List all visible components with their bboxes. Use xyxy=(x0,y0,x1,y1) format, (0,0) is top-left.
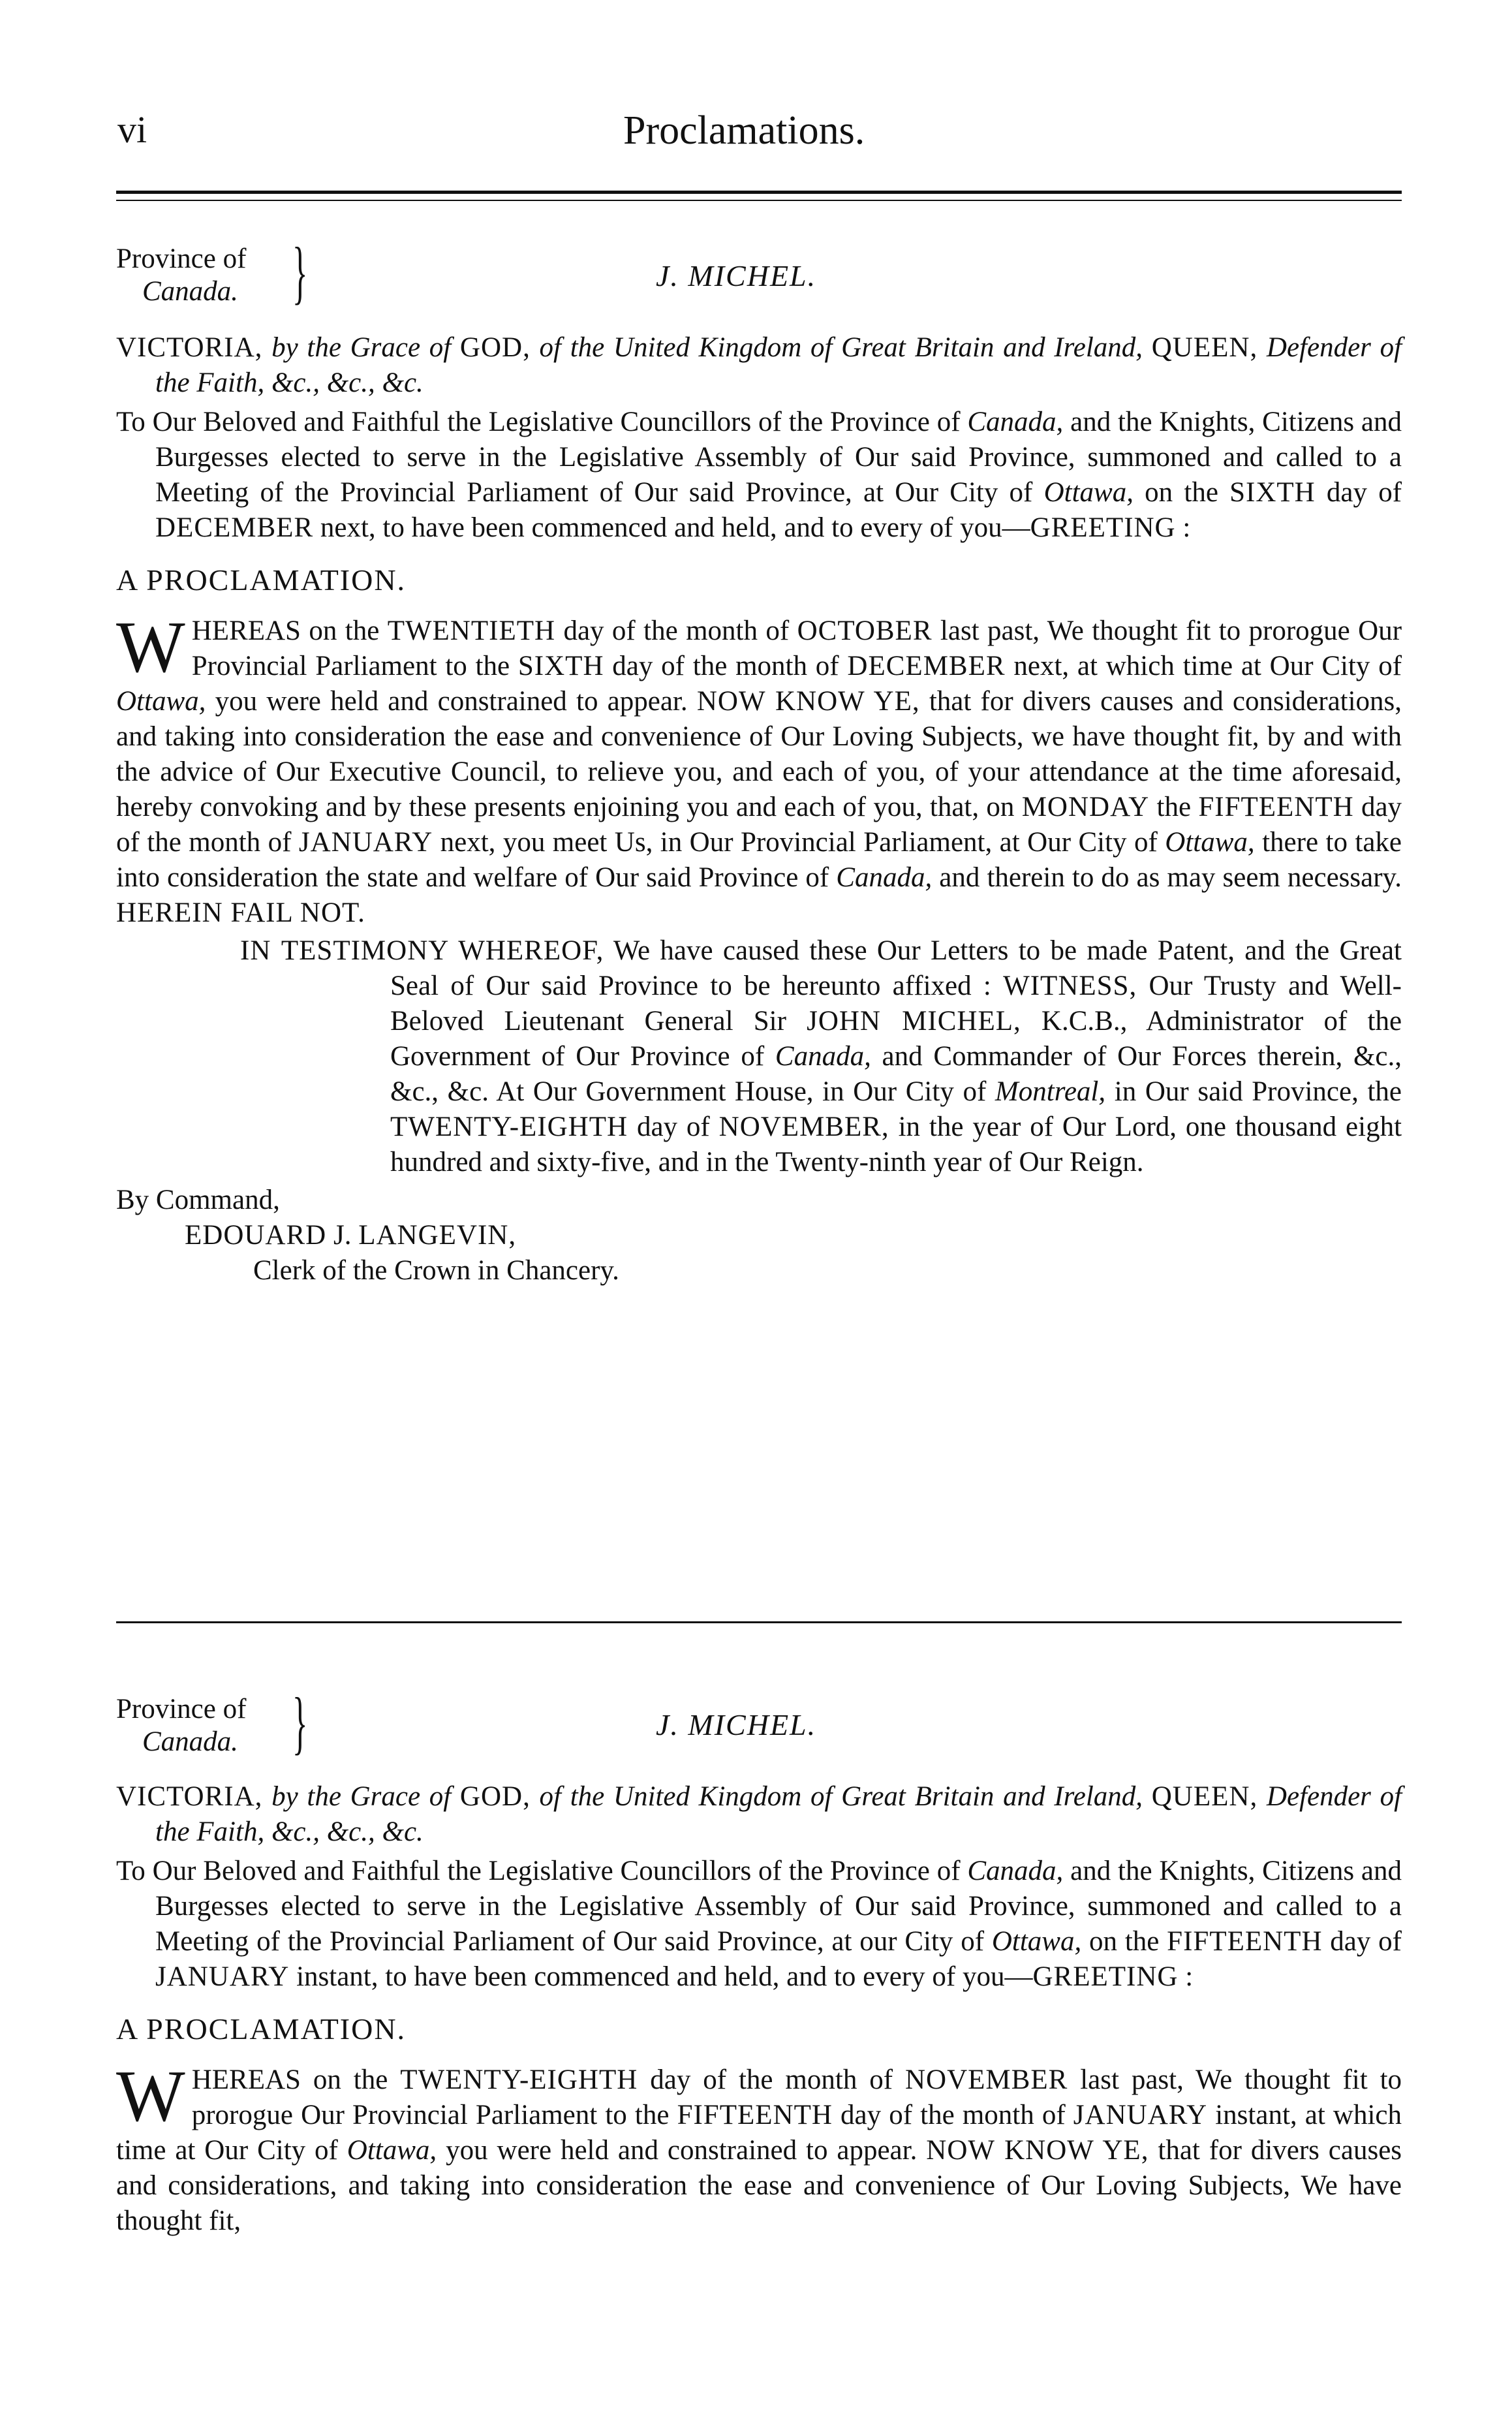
style-text: of the United Kingdom of Great Britain and Ireland, xyxy=(539,1781,1143,1812)
body-text: Ottawa, xyxy=(1165,827,1255,858)
body-text: JANUARY xyxy=(298,827,433,858)
body-text: FIFTEENTH xyxy=(1198,792,1354,822)
address-paragraph xyxy=(116,405,1402,546)
body-text: NOW KNOW YE, xyxy=(696,686,920,717)
address-text: : xyxy=(1182,512,1191,543)
clerk-name xyxy=(116,1218,1402,1253)
body-text: SIXTH xyxy=(517,651,604,681)
testimony-text: in the year of Our Lord, one thousand eight hundred and sixty-five, and in the Twenty-ninth year of Our Reign. xyxy=(390,1112,1402,1177)
address-text: FIFTEENTH xyxy=(1167,1926,1323,1957)
address-text: To Our Beloved and Faithful the Legislative Councillors of the Province of xyxy=(116,1856,961,1886)
style-text: Defender of the Faith, &c., &c., &c. xyxy=(155,332,1402,398)
address-text: Ottawa, xyxy=(991,1926,1082,1957)
sovereign-name: VICTORIA, xyxy=(116,332,263,363)
greeting: GREETING xyxy=(1032,1961,1179,1992)
testimony-text: in Our said Province, the xyxy=(1114,1076,1402,1107)
body-text: day of the month of xyxy=(563,615,790,646)
body-text: HEREAS on the xyxy=(191,615,380,646)
body-text: day of the month of xyxy=(650,2064,893,2095)
testimony-text: We have caused these Our Letters to be made Patent, and the Great Seal of Our said Province to be hereunto affixed : xyxy=(390,935,1402,1001)
clerk-title: Clerk of the Crown in Chancery. xyxy=(253,1255,619,1286)
testimony-text: WITNESS, xyxy=(1003,971,1137,1001)
header-rule-thick xyxy=(116,191,1402,194)
style-text: by the Grace of xyxy=(271,332,452,363)
proclamation-body xyxy=(116,2056,1402,2239)
address-text: SIXTH xyxy=(1229,477,1316,508)
address-paragraph xyxy=(116,1854,1402,1995)
body-text: TWENTIETH xyxy=(387,615,556,646)
province-name: Canada. xyxy=(142,276,238,307)
address-text: and the Knights, Citizens and Burgesses elected to serve in the Legislative Assembly of Our said Province, summoned and called to a Meeting of the Provincial Parliament of Our said Province, at our City of xyxy=(155,1856,1402,1957)
body-text: Ottawa, xyxy=(347,2135,437,2166)
running-title: Proclamations. xyxy=(623,108,865,153)
province-line: Province of xyxy=(116,1694,247,1724)
body-text: next, at which time at Our City of xyxy=(1013,651,1402,681)
testimony-text: TWENTY-EIGHTH xyxy=(390,1112,628,1142)
proclamation-body xyxy=(116,607,1402,931)
body-text: HEREAS on the xyxy=(191,2064,388,2095)
body-text: NOVEMBER xyxy=(904,2064,1068,2095)
body-text: day of the month of xyxy=(612,651,839,681)
address-text: day of xyxy=(1326,477,1402,508)
royal-style xyxy=(116,1779,1402,1850)
address-text: day of xyxy=(1330,1926,1402,1957)
body-text: FIFTEENTH xyxy=(677,2100,833,2130)
testimony-clause xyxy=(240,933,1402,1180)
address-text: next, to have been commenced and held, and to every of you— xyxy=(320,512,1030,543)
body-text: you were held and constrained to appear. xyxy=(215,686,688,717)
body-text: day of the month of xyxy=(116,792,1402,858)
address-text: Canada, xyxy=(967,1856,1064,1886)
testimony-text: Canada, xyxy=(775,1041,871,1072)
clerk-name-part: EDOUARD xyxy=(185,1220,327,1251)
body-text: the xyxy=(1156,792,1192,822)
body-text: and therein to do as may seem necessary. xyxy=(939,862,1402,893)
header-rule-thin xyxy=(116,200,1402,201)
page-number: vi xyxy=(117,108,147,151)
province-label xyxy=(116,1693,246,1758)
style-text: GOD, xyxy=(459,332,531,363)
brace-glyph: } xyxy=(292,234,308,311)
body-text: TWENTY-EIGHTH xyxy=(400,2064,638,2095)
body-text: MONDAY xyxy=(1021,792,1150,822)
address-text: : xyxy=(1185,1961,1194,1992)
address-text: Ottawa, xyxy=(1043,477,1134,508)
proclamation-2 xyxy=(116,1779,1402,2239)
body-text: that for divers causes and considerations, and taking into consideration the ease and convenience of Our Loving Subjects, We have thought fit, xyxy=(116,2135,1402,2236)
clerk-name-part: J. xyxy=(333,1220,352,1251)
body-text: DECEMBER xyxy=(847,651,1006,681)
body-text: last past, We thought fit to prorogue Our Provincial Parliament to the xyxy=(191,2064,1402,2130)
address-text: DECEMBER xyxy=(155,512,314,543)
body-text: OCTOBER xyxy=(797,615,933,646)
proclamation-1 xyxy=(116,330,1402,1288)
body-text: Ottawa, xyxy=(116,686,206,717)
drop-cap: W xyxy=(116,607,185,688)
greeting: GREETING xyxy=(1030,512,1176,543)
royal-style xyxy=(116,330,1402,401)
style-text: QUEEN, xyxy=(1151,332,1258,363)
style-text: QUEEN, xyxy=(1151,1781,1258,1812)
address-text: To Our Beloved and Faithful the Legislative Councillors of the Province of xyxy=(116,407,961,437)
body-text: that for divers causes and considerations, and taking into consideration the ease and convenience of Our Loving Subjects, we have thought fit, by and with the advice of Our Executive Council, to relieve you, and each of you, of your attendance at the time aforesaid, hereby convoking and by these presents enjoining you and each of you, that, on xyxy=(116,686,1402,822)
signer-name: J. MICHEL. xyxy=(656,1708,817,1741)
address-text: JANUARY xyxy=(155,1961,290,1992)
province-label xyxy=(116,243,246,308)
proclamation-heading: A PROCLAMATION. xyxy=(116,563,407,597)
body-text: JANUARY xyxy=(1073,2100,1208,2130)
style-text: GOD, xyxy=(459,1781,531,1812)
section-divider xyxy=(116,1621,1402,1623)
body-text: HEREIN FAIL NOT. xyxy=(116,897,365,928)
body-text: NOW KNOW YE, xyxy=(926,2135,1149,2166)
by-command: By Command, xyxy=(116,1185,280,1215)
testimony-text: IN TESTIMONY WHEREOF, xyxy=(240,935,604,966)
body-text: Canada, xyxy=(836,862,933,893)
body-text: you were held and constrained to appear. xyxy=(446,2135,918,2166)
style-text: Defender of the Faith, &c., &c., &c. xyxy=(155,1781,1402,1847)
body-text: day of the month of xyxy=(841,2100,1066,2130)
body-text: next, you meet Us, in Our Provincial Parliament, at Our City of xyxy=(440,827,1158,858)
style-text: by the Grace of xyxy=(271,1781,452,1812)
address-text: and the Knights, Citizens and Burgesses elected to serve in the Legislative Assembly of Our said Province, summoned and called to a Meeting of the Provincial Parliament of Our said Province, at Our City of xyxy=(155,407,1402,508)
testimony-text: JOHN MICHEL, xyxy=(807,1006,1021,1036)
clerk-name-part: LANGEVIN, xyxy=(358,1220,517,1251)
testimony-text: Montreal, xyxy=(995,1076,1106,1107)
by-command-block xyxy=(116,1183,1402,1288)
testimony-text: K.C.B., Administrator of the Government of Our Province of xyxy=(390,1006,1402,1072)
testimony-text: and Commander of Our Forces therein, &c., &c., &c. At Our Government House, in Our City of xyxy=(390,1041,1402,1107)
address-text: on the xyxy=(1145,477,1218,508)
brace-glyph: } xyxy=(292,1684,308,1762)
testimony-text: day of xyxy=(636,1112,710,1142)
province-name: Canada. xyxy=(142,1726,238,1757)
address-text: instant, to have been commenced and held, and to every of you— xyxy=(296,1961,1033,1992)
body-text: instant, at which time at Our City of xyxy=(116,2100,1402,2166)
province-line: Province of xyxy=(116,243,247,274)
body-text: there to take into consideration the state and welfare of Our said Province of xyxy=(116,827,1402,893)
proclamation-heading: A PROCLAMATION. xyxy=(116,2012,407,2046)
testimony-text: Our Trusty and Well-Beloved Lieutenant General Sir xyxy=(390,971,1402,1036)
address-text: on the xyxy=(1089,1926,1160,1957)
testimony-text: NOVEMBER, xyxy=(718,1112,889,1142)
sovereign-name: VICTORIA, xyxy=(116,1781,263,1812)
signer-name: J. MICHEL. xyxy=(656,259,817,292)
address-text: Canada, xyxy=(967,407,1064,437)
style-text: of the United Kingdom of Great Britain and Ireland, xyxy=(539,332,1143,363)
body-text: last past, We thought fit to prorogue Our Provincial Parliament to the xyxy=(191,615,1402,681)
drop-cap: W xyxy=(116,2056,185,2137)
